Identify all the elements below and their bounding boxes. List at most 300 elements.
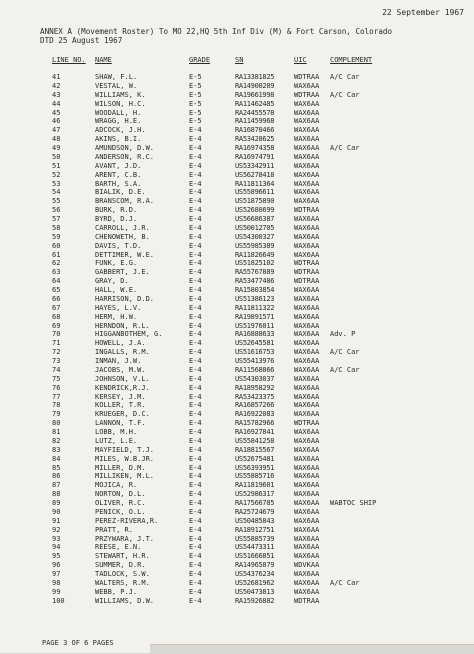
cell-uic: WDTRAA: [294, 596, 320, 605]
cell-line-no: 75: [52, 374, 61, 383]
cell-name: LOBB, M.H.: [95, 428, 138, 436]
cell-grade: E-4: [189, 410, 202, 419]
cell-name: HERM, H.W.: [95, 312, 138, 321]
cell-name: MILES, W.B.JR.: [95, 454, 155, 463]
cell-uic: WAX6AA: [294, 232, 320, 241]
cell-grade: E-4: [189, 507, 202, 516]
cell-uic: WAX6AA: [294, 374, 320, 383]
cell-serial-number: US51976011: [235, 321, 275, 330]
cell-line-no: 82: [52, 436, 61, 445]
cell-name: WOODALL, H.: [95, 108, 142, 117]
col-grade: GRADE: [189, 56, 211, 64]
cell-serial-number: RA18958292: [235, 383, 275, 392]
cell-name: GABBERT, J.E.: [95, 268, 150, 277]
cell-serial-number: RA16922083: [235, 410, 275, 419]
cell-line-no: 54: [52, 188, 61, 197]
cell-line-no: 49: [52, 144, 61, 152]
cell-grade: E-4: [189, 578, 202, 587]
cell-name: AMUNDSON, D.W.: [95, 144, 155, 152]
cell-uic: WAX6AA: [294, 463, 320, 472]
cell-serial-number: US52675481: [235, 454, 275, 463]
table-row: [52, 579, 432, 588]
cell-serial-number: US50485843: [235, 516, 275, 525]
table-row: [52, 117, 432, 126]
cell-name: CHENOWETH, B.: [95, 232, 150, 241]
cell-name: PENICK, O.L.: [95, 507, 146, 516]
cell-uic: WAX6AA: [294, 161, 320, 170]
cell-serial-number: RA25724679: [235, 507, 275, 516]
cell-uic: WAX6AA: [294, 410, 320, 419]
cell-serial-number: US50012705: [235, 223, 275, 232]
cell-grade: E-4: [189, 303, 202, 312]
cell-grade: E-4: [189, 215, 202, 223]
cell-serial-number: RA53477486: [235, 277, 275, 286]
cell-grade: E-4: [189, 561, 202, 570]
cell-complement: A/C Car: [330, 144, 360, 152]
cell-line-no: 51: [52, 161, 61, 170]
cell-complement: A/C Car: [330, 578, 360, 587]
cell-line-no: 95: [52, 552, 61, 561]
cell-line-no: 53: [52, 179, 61, 188]
cell-uic: WAX6AA: [294, 392, 320, 401]
table-row: [52, 268, 432, 277]
cell-name: SUMMER, D.R.: [95, 561, 146, 570]
cell-uic: WAX6AA: [294, 552, 320, 561]
cell-complement: WABTOC SHIP: [330, 499, 377, 507]
table-row: [52, 526, 432, 535]
cell-line-no: 52: [52, 170, 61, 179]
cell-name: WILLIAMS, D.W.: [95, 596, 155, 605]
cell-uic: WAX6AA: [294, 81, 320, 90]
cell-name: REESE, E.N.: [95, 543, 142, 552]
cell-line-no: 91: [52, 516, 61, 525]
cell-grade: E-4: [189, 401, 202, 410]
cell-grade: E-5: [189, 99, 202, 108]
cell-grade: E-4: [189, 206, 202, 215]
cell-serial-number: US52681962: [235, 578, 275, 587]
cell-uic: WAX6AA: [294, 490, 320, 499]
cell-uic: WAX6AA: [294, 436, 320, 445]
cell-serial-number: RA53428625: [235, 135, 275, 144]
cell-grade: E-4: [189, 516, 202, 525]
cell-line-no: 60: [52, 241, 61, 250]
cell-grade: E-4: [189, 330, 202, 339]
cell-uic: WAX6AA: [294, 99, 320, 108]
cell-line-no: 63: [52, 268, 61, 277]
cell-serial-number: US56278418: [235, 170, 275, 179]
cell-serial-number: US56393951: [235, 463, 275, 472]
table-row: [52, 472, 432, 481]
table-row: [52, 171, 432, 180]
cell-name: OLIVER, R.C.: [95, 499, 146, 507]
table-row: [52, 339, 432, 348]
cell-serial-number: US50473813: [235, 587, 275, 596]
cell-serial-number: RA15782966: [235, 419, 275, 428]
cell-serial-number: RA11826649: [235, 250, 275, 259]
cell-line-no: 56: [52, 206, 61, 215]
cell-name: CARROLL, J.R.: [95, 223, 150, 232]
cell-grade: E-4: [189, 312, 202, 321]
cell-serial-number: US52986317: [235, 490, 275, 499]
cell-serial-number: US54303037: [235, 374, 275, 383]
cell-line-no: 44: [52, 99, 61, 108]
cell-grade: E-4: [189, 161, 202, 170]
cell-complement: Adv. P: [330, 330, 356, 339]
cell-complement: A/C Car: [330, 348, 360, 357]
cell-name: KENDRICK,R.J.: [95, 383, 150, 392]
cell-grade: E-4: [189, 454, 202, 463]
col-name: NAME: [95, 56, 112, 64]
cell-line-no: 47: [52, 126, 61, 135]
cell-uic: WDTRAA: [294, 419, 320, 428]
table-row: [52, 410, 432, 419]
cell-grade: E-4: [189, 436, 202, 445]
cell-complement: A/C Car: [330, 73, 360, 81]
cell-uic: WAX6AA: [294, 321, 320, 330]
cell-serial-number: RA16857266: [235, 401, 275, 410]
cell-grade: E-4: [189, 179, 202, 188]
cell-grade: E-5: [189, 108, 202, 117]
cell-serial-number: RA11811322: [235, 303, 275, 312]
cell-grade: E-4: [189, 223, 202, 232]
cell-grade: E-4: [189, 188, 202, 197]
cell-line-no: 55: [52, 197, 61, 206]
table-row: [52, 153, 432, 162]
cell-serial-number: US54300327: [235, 232, 275, 241]
cell-serial-number: RA14900209: [235, 81, 275, 90]
cell-line-no: 89: [52, 499, 61, 507]
table-row: [52, 188, 432, 197]
cell-serial-number: US55885716: [235, 472, 275, 481]
table-row: [52, 384, 432, 393]
cell-serial-number: RA16974791: [235, 152, 275, 161]
cell-name: WEBB, P.J.: [95, 587, 138, 596]
page-footer: PAGE 3 OF 6 PAGES: [42, 639, 114, 647]
table-row: [52, 570, 432, 579]
cell-line-no: 57: [52, 215, 61, 223]
cell-grade: E-4: [189, 197, 202, 206]
table-row: [52, 251, 432, 260]
cell-line-no: 45: [52, 108, 61, 117]
cell-grade: E-4: [189, 170, 202, 179]
table-row: [52, 366, 432, 375]
cell-uic: WAX6AA: [294, 472, 320, 481]
cell-uic: WAX6AA: [294, 499, 320, 507]
cell-line-no: 97: [52, 570, 61, 578]
cell-uic: WAX6AA: [294, 215, 320, 223]
cell-name: ADCOCK, J.H.: [95, 126, 146, 135]
cell-serial-number: US55841258: [235, 436, 275, 445]
cell-line-no: 78: [52, 401, 61, 410]
cell-line-no: 73: [52, 357, 61, 365]
cell-serial-number: RA18912751: [235, 525, 275, 534]
table-row: [52, 588, 432, 597]
cell-line-no: 96: [52, 561, 61, 570]
cell-uic: WAX6AA: [294, 144, 320, 152]
cell-uic: WAX6AA: [294, 330, 320, 339]
cell-grade: E-5: [189, 117, 202, 126]
table-row: [52, 348, 432, 357]
cell-serial-number: US51386123: [235, 294, 275, 303]
cell-name: NORTON, D.L.: [95, 490, 146, 499]
cell-name: LANNON, T.F.: [95, 419, 146, 428]
cell-line-no: 100: [52, 596, 65, 605]
cell-complement: A/C Car: [330, 365, 360, 374]
cell-serial-number: RA14965879: [235, 561, 275, 570]
cell-name: PRZYWARA, J.T.: [95, 534, 155, 543]
cell-line-no: 70: [52, 330, 61, 339]
cell-line-no: 94: [52, 543, 61, 552]
cell-name: BYRD, D.J.: [95, 215, 138, 223]
cell-serial-number: US52680699: [235, 206, 275, 215]
table-row: [52, 437, 432, 446]
cell-grade: E-4: [189, 392, 202, 401]
cell-name: KRUEGER, D.C.: [95, 410, 150, 419]
table-row: [52, 481, 432, 490]
cell-name: VESTAL, W.: [95, 81, 138, 90]
cell-uic: WAX6AA: [294, 481, 320, 490]
table-row: [52, 180, 432, 189]
cell-serial-number: RA15803854: [235, 286, 275, 294]
cell-line-no: 79: [52, 410, 61, 419]
cell-line-no: 93: [52, 534, 61, 543]
cell-uic: WAX6AA: [294, 303, 320, 312]
cell-uic: WAX6AA: [294, 339, 320, 348]
cell-serial-number: US53342911: [235, 161, 275, 170]
cell-uic: WAX6AA: [294, 445, 320, 454]
cell-uic: WDVKAA: [294, 561, 320, 570]
cell-line-no: 43: [52, 90, 61, 99]
cell-uic: WAX6AA: [294, 312, 320, 321]
cell-grade: E-4: [189, 481, 202, 490]
cell-uic: WAX6AA: [294, 570, 320, 578]
table-row: [52, 464, 432, 473]
cell-line-no: 87: [52, 481, 61, 490]
cell-grade: E-4: [189, 357, 202, 365]
table-row: [52, 561, 432, 570]
cell-grade: E-4: [189, 365, 202, 374]
cell-name: BIALIK, D.E.: [95, 188, 146, 197]
header-line-1: ANNEX A (Movement Roster) To MO 22,HQ 5th Inf Div (M) & Fort Carson, Colorado: [40, 27, 393, 36]
table-row: [52, 455, 432, 464]
table-row: [52, 295, 432, 304]
table-row: [52, 91, 432, 100]
cell-line-no: 62: [52, 259, 61, 268]
cell-serial-number: RA16888633: [235, 330, 275, 339]
cell-name: JACOBS, M.W.: [95, 365, 146, 374]
cell-grade: E-4: [189, 321, 202, 330]
cell-line-no: 83: [52, 445, 61, 454]
cell-grade: E-4: [189, 294, 202, 303]
cell-uic: WAX6AA: [294, 534, 320, 543]
cell-uic: WDTRAA: [294, 90, 320, 99]
cell-uic: WDTRAA: [294, 73, 320, 81]
cell-uic: WAX6AA: [294, 516, 320, 525]
document-date: 22 September 1967: [382, 8, 464, 17]
table-row: [52, 517, 432, 526]
cell-grade: E-4: [189, 525, 202, 534]
table-row: [52, 162, 432, 171]
table-row: [52, 499, 432, 508]
cell-grade: E-4: [189, 152, 202, 161]
cell-line-no: 41: [52, 73, 61, 81]
cell-name: BURK, R.D.: [95, 206, 138, 215]
cell-serial-number: RA18815567: [235, 445, 275, 454]
cell-line-no: 42: [52, 81, 61, 90]
cell-grade: E-4: [189, 259, 202, 268]
cell-grade: E-4: [189, 570, 202, 578]
table-row: [52, 446, 432, 455]
table-row: [52, 135, 432, 144]
table-row: [52, 535, 432, 544]
cell-grade: E-4: [189, 286, 202, 294]
cell-grade: E-4: [189, 268, 202, 277]
cell-grade: E-5: [189, 73, 202, 81]
cell-grade: E-4: [189, 428, 202, 436]
cell-name: INGALLS, R.M.: [95, 348, 150, 357]
cell-name: FUNK, E.G.: [95, 259, 138, 268]
table-row: [52, 330, 432, 339]
cell-name: DETTIMER, W.E.: [95, 250, 155, 259]
cell-uic: WAX6AA: [294, 428, 320, 436]
cell-serial-number: RA16870466: [235, 126, 275, 135]
col-uic: UIC: [294, 56, 307, 64]
cell-serial-number: RA11811364: [235, 179, 275, 188]
cell-grade: E-5: [189, 81, 202, 90]
cell-name: INMAN, J.W.: [95, 357, 142, 365]
cell-serial-number: RA13381825: [235, 73, 275, 81]
cell-serial-number: RA16927841: [235, 428, 275, 436]
cell-uic: WAX6AA: [294, 241, 320, 250]
cell-name: PRATT, R.: [95, 525, 133, 534]
cell-name: BARTH, S.A.: [95, 179, 142, 188]
cell-serial-number: US54376234: [235, 570, 275, 578]
cell-line-no: 72: [52, 348, 61, 357]
table-row: [52, 401, 432, 410]
cell-name: ARENT, C.B.: [95, 170, 142, 179]
cell-grade: E-4: [189, 419, 202, 428]
cell-uic: WAX6AA: [294, 348, 320, 357]
table-row: [52, 224, 432, 233]
cell-uic: WDTRAA: [294, 259, 320, 268]
cell-uic: WAX6AA: [294, 578, 320, 587]
cell-uic: WAX6AA: [294, 507, 320, 516]
cell-name: TADLOCK, S.W.: [95, 570, 150, 578]
table-row: [52, 286, 432, 295]
cell-uic: WAX6AA: [294, 126, 320, 135]
cell-serial-number: US55985389: [235, 241, 275, 250]
table-row: [52, 543, 432, 552]
cell-name: HOWELL, J.A.: [95, 339, 146, 348]
cell-serial-number: US51825102: [235, 259, 275, 268]
cell-serial-number: RA19891571: [235, 312, 275, 321]
cell-uic: WAX6AA: [294, 179, 320, 188]
cell-uic: WAX6AA: [294, 135, 320, 144]
cell-serial-number: US51875890: [235, 197, 275, 206]
cell-serial-number: RA55767889: [235, 268, 275, 277]
cell-uic: WAX6AA: [294, 152, 320, 161]
cell-line-no: 88: [52, 490, 61, 499]
cell-name: MILLIKEN, M.L.: [95, 472, 155, 481]
col-complement: COMPLEMENT: [330, 56, 373, 64]
cell-uic: WAX6AA: [294, 108, 320, 117]
cell-name: GRAY, D.: [95, 277, 129, 286]
cell-serial-number: RA11819601: [235, 481, 275, 490]
cell-grade: E-4: [189, 232, 202, 241]
cell-grade: E-4: [189, 241, 202, 250]
cell-uic: WAX6AA: [294, 188, 320, 197]
table-row: [52, 242, 432, 251]
cell-line-no: 80: [52, 419, 61, 428]
cell-uic: WAX6AA: [294, 357, 320, 365]
cell-serial-number: RA24455578: [235, 108, 275, 117]
cell-line-no: 76: [52, 383, 61, 392]
cell-grade: E-4: [189, 490, 202, 499]
cell-uic: WAX6AA: [294, 401, 320, 410]
cell-name: HIGGANBOTHEM, G.: [95, 330, 163, 339]
cell-name: HARRISON, D.D.: [95, 294, 155, 303]
table-row: [52, 100, 432, 109]
cell-grade: E-4: [189, 587, 202, 596]
table-row: [52, 357, 432, 366]
cell-name: MAYFIELD, T.J.: [95, 445, 155, 454]
cell-line-no: 74: [52, 365, 61, 374]
cell-grade: E-4: [189, 596, 202, 605]
table-row: [52, 490, 432, 499]
cell-name: MOJICA, R.: [95, 481, 138, 490]
cell-uic: WDTRAA: [294, 277, 320, 286]
cell-serial-number: US56686387: [235, 215, 275, 223]
table-row: [52, 215, 432, 224]
cell-serial-number: RA11459968: [235, 117, 275, 126]
cell-serial-number: US52645581: [235, 339, 275, 348]
cell-name: PEREZ-RIVERA,R.: [95, 516, 159, 525]
col-line-no: LINE NO.: [52, 56, 86, 64]
cell-uic: WAX6AA: [294, 197, 320, 206]
cell-name: WALTERS, R.M.: [95, 578, 150, 587]
cell-name: HERNDON, R.L.: [95, 321, 150, 330]
cell-grade: E-4: [189, 383, 202, 392]
cell-serial-number: RA11568866: [235, 365, 275, 374]
table-row: [52, 259, 432, 268]
table-row: [52, 428, 432, 437]
cell-serial-number: RA15926882: [235, 596, 275, 605]
cell-grade: E-4: [189, 250, 202, 259]
cell-line-no: 48: [52, 135, 61, 144]
table-row: [52, 304, 432, 313]
cell-uic: WAX6AA: [294, 250, 320, 259]
cell-name: HALL, W.E.: [95, 286, 138, 294]
table-row: [52, 233, 432, 242]
table-row: [52, 277, 432, 286]
cell-name: STEWART, H.R.: [95, 552, 150, 561]
cell-serial-number: RA53423375: [235, 392, 275, 401]
cell-name: AKINS, B.I.: [95, 135, 142, 144]
cell-name: KOLLER, T.R.: [95, 401, 146, 410]
cell-line-no: 84: [52, 454, 61, 463]
cell-line-no: 64: [52, 277, 61, 286]
cell-name: WILSON, H.C.: [95, 99, 146, 108]
table-row: [52, 419, 432, 428]
cell-name: ANDERSON, R.C.: [95, 152, 155, 161]
cell-grade: E-4: [189, 445, 202, 454]
cell-grade: E-4: [189, 472, 202, 481]
cell-uic: WAX6AA: [294, 587, 320, 596]
cell-line-no: 46: [52, 117, 61, 126]
cell-grade: E-4: [189, 552, 202, 561]
cell-uic: WAX6AA: [294, 365, 320, 374]
table-row: [52, 508, 432, 517]
